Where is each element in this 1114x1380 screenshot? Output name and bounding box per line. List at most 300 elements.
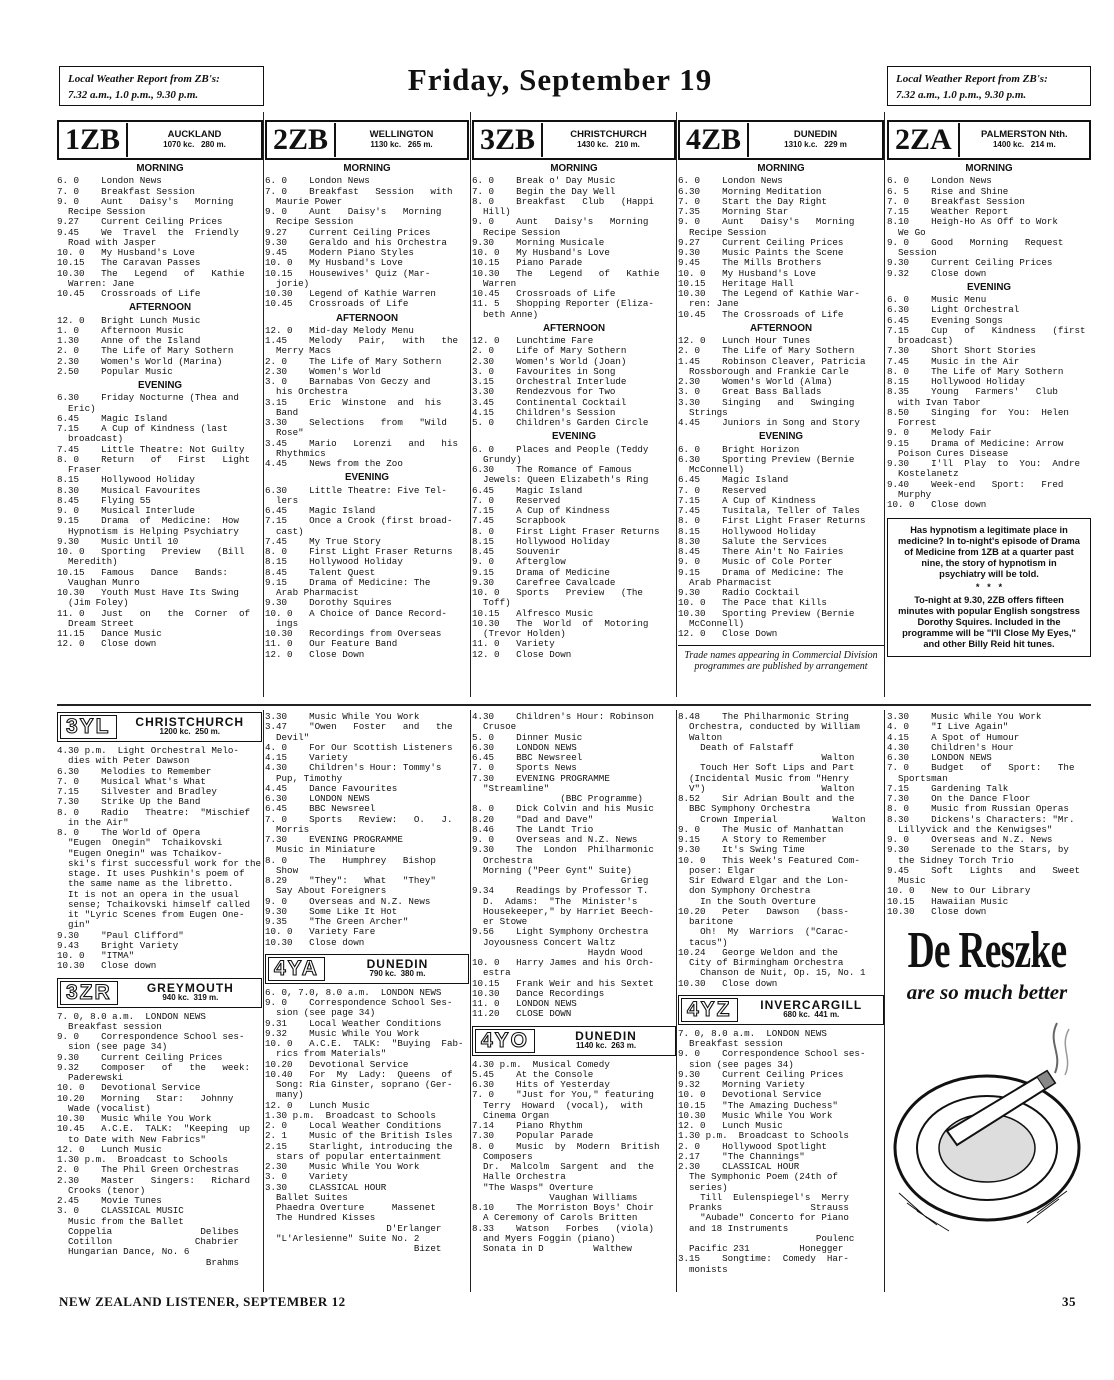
- programme-line: 7. 0, 8.0 a.m. LONDON NEWS: [678, 1027, 827, 1039]
- station-frequency: 1200 kc. 250 m.: [159, 727, 220, 736]
- programme-line: 6. 0 Bright Horizon: [678, 443, 800, 455]
- programme-line: series): [678, 1181, 728, 1193]
- programme-line: 8.45 Flying 55: [57, 494, 151, 506]
- programme-line: sion (see page 34): [265, 1007, 376, 1019]
- programme-line: 10. 0 This Week's Featured Com-: [678, 854, 860, 866]
- programme-line: 9.45 Soft Lights and Sweet: [887, 864, 1080, 876]
- programme-line: In the South Overture: [678, 895, 816, 907]
- programme-line: 9.32 Morning Variety: [678, 1079, 805, 1090]
- programme-line: 10. 0 Devotional Service: [678, 1089, 822, 1101]
- programme-line: The Symphonic Poem (24th of: [678, 1171, 838, 1183]
- programme-line: his Orchestra: [265, 386, 348, 398]
- programme-line: 8.10 Heigh-Ho As Off to Work: [887, 216, 1058, 228]
- programme-line: the same name as the libretto.: [57, 878, 234, 890]
- programme-line: 11. 0 Variety: [472, 638, 555, 650]
- programme-line: 10.30 Close down: [678, 977, 778, 989]
- programme-line: 10. 0 New to Our Library: [887, 885, 1031, 897]
- station-header: [678, 120, 884, 160]
- weather-box-right: [887, 66, 1091, 106]
- programme-line: 1.30 Anne of the Island: [57, 335, 201, 346]
- programme-line: Brahms: [57, 1256, 239, 1268]
- programme-line: 4. 0 For Our Scottish Listeners: [265, 741, 453, 753]
- station-city: WELLINGTON: [369, 129, 434, 140]
- programme-line: Music in Miniature: [265, 844, 376, 856]
- section-heading: MORNING: [343, 163, 391, 174]
- programme-line: City of Birmingham Orchestra: [678, 957, 844, 968]
- programme-line: Music: [887, 875, 926, 886]
- programme-line: 12. 0 Mid-day Melody Menu: [265, 324, 414, 336]
- programme-line: 9.34 Readings by Professor T.: [472, 885, 649, 897]
- station-info: [128, 130, 261, 150]
- programme-line: Hill): [472, 206, 511, 217]
- programme-line: 10.30 Recordings from Overseas: [265, 628, 442, 639]
- programme-line: Dr. Malcolm Sargent and the: [472, 1161, 654, 1172]
- programme-line: 9. 0 Aunt Daisy's Morning: [57, 195, 234, 207]
- programme-line: 9.30 "Paul Clifford": [57, 929, 184, 941]
- station-info: [740, 997, 883, 1020]
- programme-line: 12. 0 Lunch Music: [678, 1120, 783, 1131]
- programme-line: Pranks Strauss: [678, 1202, 849, 1213]
- programme-line: sion (see page 34): [57, 1041, 168, 1053]
- station-header: [678, 995, 884, 1025]
- programme-line: 2. 0 The Life of Mary Sothern: [57, 345, 234, 357]
- programme-line: and 18 Instruments: [678, 1222, 789, 1234]
- programme-line: many): [265, 1089, 304, 1101]
- column-4ya-cont-4yo: [472, 712, 676, 1290]
- programme-line: Morris: [265, 823, 310, 835]
- programme-line: 9.30 Geraldo and his Orchestra: [265, 236, 447, 248]
- programme-line: McConnell): [678, 464, 745, 475]
- programme-line: 9. 0 Aunt Daisy's Morning: [472, 216, 649, 228]
- station-city: DUNEDIN: [575, 1028, 637, 1043]
- programme-line: 2.30 Women's World (Alma): [678, 376, 833, 387]
- programme-line: Eric): [57, 402, 96, 414]
- programme-line: 10. 0 My Husband's Love: [678, 267, 816, 279]
- programme-line: 4.30 Children's Hour: [887, 741, 1014, 753]
- programme-line: Hungarian Dance, No. 6: [57, 1246, 190, 1258]
- programme-line: Grundy): [472, 453, 522, 465]
- programme-line: Oh! My Warriors ("Carac-: [678, 926, 849, 938]
- programme-line: 2.30 Music While You Work: [265, 1161, 420, 1172]
- programme-line: Crown Imperial Walton: [678, 813, 866, 825]
- station-header: [57, 978, 262, 1008]
- weather-line-1: Local Weather Report from ZB's:: [896, 73, 1048, 85]
- programme-line: 8. 0 Music from Russian Operas: [887, 803, 1069, 815]
- column-divider: [470, 112, 471, 697]
- programme-line: Session: [887, 247, 937, 258]
- programme-line: 9.35 "The Green Archer": [265, 916, 409, 927]
- programme-line: 7.45 Tusitala, Teller of Tales: [678, 505, 860, 516]
- programme-line: 10.15 Alfresco Music: [472, 607, 594, 619]
- programme-line: 8. 0 Dick Colvin and his Music: [472, 803, 654, 815]
- programme-line: 9.30 Current Ceiling Prices: [57, 1051, 223, 1063]
- programme-line: 11. 0 LONDON NEWS: [472, 998, 577, 1009]
- programme-line: Ballet Suites: [265, 1191, 348, 1203]
- programme-line: Warren: [472, 277, 517, 289]
- station-call-sign: 2ZA: [889, 123, 960, 157]
- station-city: DUNEDIN: [793, 129, 838, 140]
- programme-line: D. Adams: "The Minister's: [472, 895, 638, 907]
- programme-line: Lillyvick and the Kenwigses": [887, 823, 1053, 835]
- programme-line: "The Wasps" Overture: [472, 1181, 594, 1193]
- programme-line: 10. 0 Harry James and his Orch-: [472, 957, 654, 968]
- programme-line: The Hundred Kisses: [265, 1212, 376, 1224]
- programme-line: 10.45 A.C.E. TALK: "Keeping up: [57, 1123, 250, 1135]
- programme-line: 3.45 Mario Lorenzi and his: [265, 437, 458, 449]
- programme-line: 8.15 Hollywood Holiday: [472, 535, 610, 547]
- programme-line: ski's first successful work for the: [57, 857, 262, 869]
- programme-line: Show: [265, 864, 299, 876]
- programme-line: V") Walton: [678, 782, 855, 794]
- programme-line: 10.45 The Crossroads of Life: [678, 308, 844, 320]
- programme-line: 7.45 Music in the Air: [887, 355, 1020, 367]
- programme-line: 11.20 CLOSE DOWN: [472, 1008, 572, 1020]
- programme-line: and Myers Foggin (piano): [472, 1232, 616, 1244]
- column-divider: [676, 112, 677, 697]
- section-heading: EVENING: [344, 472, 390, 484]
- programme-line: tacus"): [678, 936, 728, 948]
- programme-line: Band: [265, 406, 299, 418]
- programme-line: 7. 0, 8.0 a.m. LONDON NEWS: [57, 1010, 206, 1022]
- section-heading: MORNING: [550, 163, 598, 174]
- programme-line: 4.30 Children's Hour: Robinson: [472, 712, 654, 722]
- programme-line: Death of Falstaff: [678, 741, 794, 753]
- programme-line: Warren: Jane: [57, 277, 135, 289]
- section-heading: EVENING: [551, 431, 597, 443]
- programme-line: Halle Orchestra: [472, 1171, 566, 1183]
- note-stars: * * *: [975, 582, 1003, 593]
- programme-line: 10.20 Morning Star: Johnny: [57, 1092, 234, 1104]
- programme-line: 10.15 Heritage Hall: [678, 277, 794, 289]
- station-city: CHRISTCHURCH: [570, 129, 647, 140]
- programme-line: 9.31 Local Weather Conditions: [265, 1017, 442, 1029]
- programme-line: Morning ("Peer Gynt" Suite): [472, 864, 632, 876]
- programme-line: 9. 0 Melody Fair: [887, 427, 992, 439]
- programme-line: 9. 0 Correspondence School ses-: [678, 1048, 866, 1060]
- programme-line: 8. 0 First Light Fraser Returns: [678, 515, 866, 527]
- programme-line: 10.30 Close down: [887, 905, 987, 917]
- programme-line: 10.30 Legend of Kathie Warren: [265, 288, 436, 299]
- programme-line: Housekeeper," by Harriet Beech-: [472, 905, 654, 917]
- programme-line: 8.30 Musical Favourites: [57, 484, 201, 496]
- programme-line: 8.20 "Dad and Dave": [472, 813, 594, 825]
- station-call-sign: 4ZB: [680, 123, 749, 157]
- programme-line: 6.30 Sporting Preview (Bernie: [678, 453, 855, 465]
- programme-line: 10. 0 Devotional Service: [57, 1082, 201, 1094]
- programme-line: 9. 0 Aunt Daisy's Morning: [678, 216, 855, 228]
- programme-line: 7.30 On the Dance Floor: [887, 793, 1031, 804]
- station-frequency: 1130 kc. 265 m.: [370, 140, 433, 149]
- programme-line: 12. 0 Close Down: [265, 648, 365, 660]
- programme-line: 6.30 LONDON NEWS: [265, 793, 370, 804]
- programme-line: 3.15 Orchestral Interlude: [472, 376, 627, 387]
- station-header: [472, 1026, 676, 1056]
- programme-line: 2.30 Women's World (Joan): [472, 355, 627, 367]
- programme-line: dies with Peter Dawson: [57, 755, 190, 767]
- programme-line: 6.45 Magic Island: [472, 484, 583, 496]
- programme-line: 7.30 Short Short Stories: [887, 345, 1036, 357]
- programme-line: 3.30 Singing and Swinging: [678, 396, 855, 408]
- programme-line: 7.15 Silvester and Bradley: [57, 786, 217, 797]
- column-1zb: [57, 120, 263, 700]
- column-2za: [887, 120, 1091, 700]
- programme-line: 10.30 The Legend of Kathie War-: [678, 288, 860, 299]
- programme-line: 7. 0 "Just for You," featuring: [472, 1089, 654, 1101]
- programme-line: 4.15 A Spot of Humour: [887, 731, 1020, 743]
- programme-line: Kostelanetz: [887, 468, 959, 480]
- programme-line: stars of popular entertainment: [265, 1150, 442, 1162]
- programme-line: (Trevor Holden): [472, 628, 566, 639]
- programme-line: Meredith): [57, 556, 118, 568]
- programme-line: 7.45 My True Story: [265, 535, 381, 547]
- programme-line: McConnell): [678, 617, 745, 629]
- programme-line: 10. 0 The Pace that Kills: [678, 597, 827, 609]
- programme-line: 8. 0 Music by Modern British: [472, 1140, 660, 1152]
- programme-line: poser: Elgar: [678, 864, 756, 876]
- programme-line: Till Eulenspiegel's Merry: [678, 1191, 849, 1203]
- programme-line: cast): [265, 525, 304, 537]
- programme-line: 7.35 Morning Star: [678, 206, 789, 217]
- programme-line: 6.45 Magic Island: [265, 505, 376, 516]
- programme-line: 12. 0 Close Down: [472, 648, 572, 660]
- programme-line: 10.30 The Legend of Kathie: [57, 267, 245, 279]
- programme-line: 9.15 Drama of Medicine: [472, 566, 610, 578]
- programme-line: "Eugen Onegin" was Tchaikov-: [57, 847, 223, 859]
- station-city: CHRISTCHURCH: [135, 715, 245, 729]
- programme-line: Poulenc: [678, 1232, 855, 1244]
- programme-line: 9.45 The Mills Brothers: [678, 257, 822, 269]
- programme-line: baritone: [678, 916, 734, 927]
- programme-line: Cinema Organ: [472, 1109, 550, 1121]
- programme-line: 2.30 CLASSICAL HOUR: [678, 1161, 800, 1172]
- programme-line: 7. 0 Breakfast Session with: [265, 185, 453, 197]
- programme-line: 9.32 Close down: [887, 267, 987, 279]
- section-heading: MORNING: [757, 163, 805, 174]
- programme-line: 8.52 Sir Adrian Boult and the: [678, 793, 855, 804]
- station-call-sign: 4YZ: [681, 998, 738, 1022]
- programme-line: 3.30 Selections from "Wild: [265, 417, 447, 428]
- programme-line: 4.45 News from the Zoo: [265, 458, 403, 469]
- programme-line: Hypnotism is Helping Psychiatry: [57, 525, 239, 537]
- programme-line: Forrest: [887, 417, 937, 428]
- programme-line: Walton: [678, 752, 855, 763]
- programme-line: 9. 0 Good Morning Request: [887, 236, 1064, 248]
- programme-line: 2. 0 Hollywood Spotlight: [678, 1140, 827, 1152]
- programme-line: 12. 0 Close down: [57, 638, 157, 650]
- programme-line: Rossborough and Frankie Carle: [678, 365, 849, 377]
- programme-line: 8.45 Souvenir: [472, 546, 561, 557]
- programme-line: 8.50 Singing for You: Helen: [887, 406, 1069, 418]
- weather-line-1: Local Weather Report from ZB's:: [68, 73, 220, 85]
- programme-line: (BBC Programme): [472, 793, 643, 804]
- programme-line: ings: [265, 617, 299, 629]
- programme-line: 9.30 Dorothy Squires: [265, 597, 392, 609]
- station-frequency: 1070 kc. 280 m.: [163, 140, 226, 149]
- section-heading: AFTERNOON: [335, 312, 399, 324]
- programme-line: 10.30 Close down: [265, 936, 365, 948]
- trade-names-note: Trade names appearing in Commercial Division programmes are published by arrangement: [678, 645, 884, 672]
- programme-line: BBC Symphony Orchestra: [678, 803, 811, 815]
- programme-line: beth Anne): [472, 308, 539, 320]
- programme-line: 9. 0 Overseas and N.Z. News: [472, 834, 638, 845]
- station-call-sign: 3ZR: [60, 981, 118, 1005]
- hypnotism-note: [887, 518, 1091, 657]
- programme-line: 8. 0 The Humphrey Bishop: [265, 854, 436, 866]
- programme-line: 3.30 Music While You Work: [265, 712, 420, 722]
- programme-line: Recipe Session: [472, 226, 561, 238]
- programme-line: 9. 0 Musical Interlude: [57, 505, 195, 516]
- station-city: DUNEDIN: [366, 956, 429, 971]
- programme-line: 7. 0 Sports News: [472, 762, 577, 774]
- programme-line: 5. 0 Children's Garden Circle: [472, 417, 649, 428]
- programme-line: A Ceremony of Carols Britten: [472, 1212, 638, 1224]
- programme-line: 7. 0 Musical What's What: [57, 775, 206, 787]
- programme-line: 10.30 Sporting Preview (Bernie: [678, 607, 855, 619]
- programme-line: 8.15 Hollywood Holiday: [265, 556, 403, 568]
- programme-line: 2. 0 The Phil Green Orchestras: [57, 1164, 239, 1176]
- programme-line: 2.50 Popular Music: [57, 365, 173, 377]
- station-city: AUCKLAND: [167, 129, 222, 140]
- programme-line: 8.35 Young Farmers' Club: [887, 386, 1058, 398]
- programme-line: Song: Ria Ginster, soprano (Ger-: [265, 1079, 453, 1090]
- programme-line: Recipe Session: [57, 206, 146, 217]
- programme-line: sion (see pages 34): [678, 1058, 794, 1070]
- programme-line: gin": [57, 919, 91, 931]
- programme-line: 6. 0, 7.0, 8.0 a.m. LONDON NEWS: [265, 986, 442, 998]
- column-4yo-cont-4yz: [678, 712, 884, 1290]
- programme-line: Terry Howard (vocal), with: [472, 1099, 643, 1111]
- programme-line: 5.45 At the Console: [472, 1068, 594, 1080]
- programme-line: Sir Edward Elgar and the Lon-: [678, 875, 849, 886]
- programme-line: 7.15 A Cup of Kindness (last: [57, 423, 228, 434]
- programme-line: 3. 0 Great Bass Ballads: [678, 386, 822, 398]
- programme-line: 9. 0 Correspondence School ses-: [57, 1031, 245, 1042]
- station-info: [749, 130, 882, 150]
- programme-line: 6.45 BBC Newsreel: [265, 803, 376, 815]
- programme-line: 6. 0 London News: [57, 175, 162, 187]
- programme-line: Sonata in D Walthew: [472, 1243, 632, 1254]
- programme-line: 9.30 Current Ceiling Prices: [887, 257, 1053, 269]
- section-heading: EVENING: [137, 380, 183, 391]
- programme-line: 12. 0 Lunch Music: [57, 1143, 162, 1155]
- programme-line: 9. 0 Aunt Daisy's Morning: [265, 206, 442, 217]
- programme-line: Chanson de Nuit, Op. 15, No. 1: [678, 967, 866, 979]
- programme-line: 3. 0 Barnabas Von Geczy and: [265, 376, 431, 387]
- programme-line: 8.30 Salute the Services: [678, 535, 827, 547]
- programme-line: broadcast): [57, 433, 124, 445]
- programme-line: 3.45 Continental Cocktail: [472, 396, 627, 408]
- programme-line: 2.17 "The Channings": [678, 1150, 805, 1162]
- programme-line: 6.30 Friday Nocturne (Thea and: [57, 392, 239, 404]
- programme-line: Cotillon Chabrier: [57, 1236, 239, 1247]
- programme-line: 9.15 Drama of Medicine: The: [265, 576, 431, 588]
- programme-line: 7. 0 Reserved: [678, 484, 767, 496]
- programme-line: 9.30 The London Philharmonic: [472, 844, 654, 856]
- programme-line: 9. 0 Overseas and N.Z. News: [887, 834, 1053, 845]
- programme-line: 10.15 Frank Weir and his Sextet: [472, 977, 654, 989]
- programme-line: 10. 0 Variety Fare: [265, 926, 376, 938]
- programme-line: 7.30 Popular Parade: [472, 1130, 594, 1142]
- programme-line: (Incidental Music from "Henry: [678, 772, 849, 784]
- programme-line: Coppelia Delibes: [57, 1225, 239, 1237]
- station-info: [327, 956, 468, 979]
- programme-line: Rose": [265, 427, 304, 439]
- programme-line: D'Erlanger: [265, 1222, 442, 1234]
- programme-line: It is not an opera in the usual: [57, 888, 239, 900]
- section-heading: AFTERNOON: [542, 322, 606, 334]
- section-heading: EVENING: [966, 281, 1012, 293]
- programme-line: 12. 0 Lunch Music: [265, 1099, 370, 1111]
- programme-line: 8.10 The Morriston Boys' Choir: [472, 1202, 654, 1213]
- programme-line: 6.30 Melodies to Remember: [57, 765, 212, 777]
- programme-line: 4.15 Variety: [265, 752, 348, 763]
- programme-line: "Aubade" Concerto for Piano: [678, 1212, 849, 1224]
- programme-line: 3. 0 Variety: [265, 1171, 348, 1183]
- programme-line: Dream Street: [57, 617, 135, 629]
- programme-line: 8.48 The Philharmonic String: [678, 712, 849, 722]
- programme-line: 2.15 Starlight, introducing the: [265, 1140, 453, 1152]
- programme-line: 6.45 BBC Newsreel: [472, 752, 583, 763]
- programme-line: 7.15 Cup of Kindness (first: [887, 324, 1086, 336]
- programme-line: Strings: [678, 406, 728, 418]
- programme-line: 10.30 The Legend of Kathie: [472, 267, 660, 279]
- programme-line: Road with Jasper: [57, 236, 157, 248]
- programme-line: 6. 0 Music Menu: [887, 294, 987, 305]
- programme-line: Crusoe: [472, 721, 517, 733]
- programme-line: 7.15 A Cup of Kindness: [678, 494, 816, 506]
- programme-line: 2.30 Women's World (Marina): [57, 355, 223, 367]
- programme-line: 8.45 There Ain't No Fairies: [678, 546, 844, 557]
- column-3yl-cont-4ya: [265, 712, 469, 1290]
- programme-line: 8.15 Hollywood Holiday: [887, 376, 1025, 387]
- programme-line: don Symphony Orchestra: [678, 885, 811, 897]
- ad-slogan: are so much better: [906, 980, 1068, 1004]
- column-divider: [263, 112, 264, 697]
- programme-line: 4.45 Juniors in Song and Story: [678, 417, 860, 428]
- station-frequency: 1310 k.c. 229 m: [784, 140, 847, 149]
- programme-line: 10. 0 Close down: [887, 499, 987, 510]
- station-call-sign: 1ZB: [59, 123, 128, 157]
- programme-line: 10.30 Music While You Work: [57, 1113, 212, 1124]
- programme-line: with Ivan Tabor: [887, 396, 981, 408]
- programme-line: Vaughan Williams: [472, 1191, 638, 1203]
- programme-line: 12. 0 Bright Lunch Music: [57, 314, 201, 326]
- programme-line: Pacific 231 Honegger: [678, 1243, 844, 1254]
- programme-line: 9.15 Drama of Medicine: Arrow: [887, 437, 1064, 449]
- programme-line: Arab Pharmacist: [678, 576, 772, 588]
- programme-line: 9.30 Current Ceiling Prices: [678, 1068, 844, 1080]
- programme-line: Joyousness Concert Waltz: [472, 936, 616, 948]
- programme-line: 10.30 Youth Must Have Its Swing: [57, 587, 239, 598]
- programme-line: 7.15 Gardening Talk: [887, 782, 1009, 794]
- page-title: Friday, September 19: [407, 62, 713, 97]
- station-call-sign: 3ZB: [474, 123, 543, 157]
- station-info: [120, 980, 261, 1003]
- programme-line: 9.43 Bright Variety: [57, 939, 179, 951]
- station-city: PALMERSTON Nth.: [980, 129, 1068, 140]
- programme-line: 5. 0 Dinner Music: [472, 731, 583, 743]
- station-city: INVERCARGILL: [760, 997, 863, 1012]
- programme-line: jorie): [265, 277, 310, 289]
- programme-line: 6.30 LONDON NEWS: [887, 752, 992, 763]
- programme-line: 6.30 LONDON NEWS: [472, 741, 577, 753]
- programme-line: sense; Tchaikovski himself called: [57, 898, 250, 910]
- programme-line: "Eugen Onegin" Tchaikovski: [57, 837, 223, 849]
- section-heading: AFTERNOON: [128, 302, 192, 314]
- programme-line: 8. 0 Breakfast Club (Happi: [472, 195, 654, 207]
- programme-line: it "Lyric Scenes from Eugen One-: [57, 909, 245, 920]
- programme-line: 11. 5 Shopping Reporter (Eliza-: [472, 298, 654, 310]
